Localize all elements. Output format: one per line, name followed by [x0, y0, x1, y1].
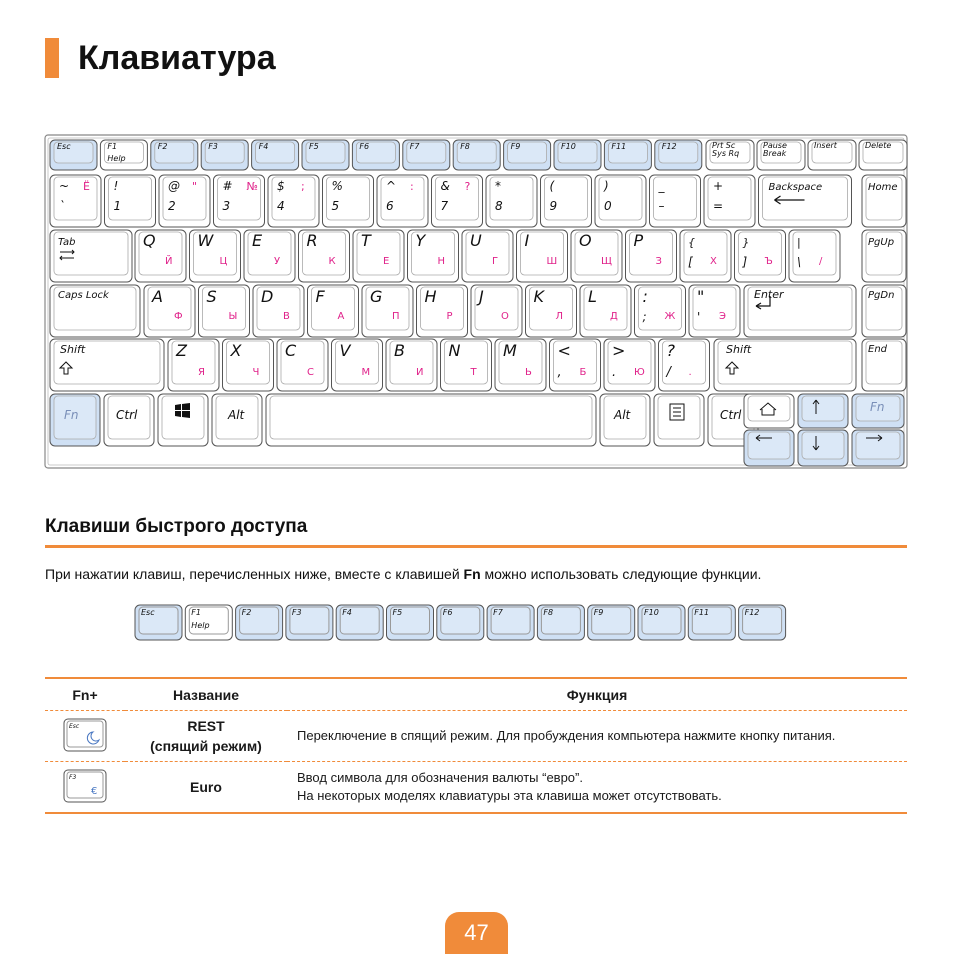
letter-key-Y: [408, 230, 459, 282]
ext-key-2: [808, 140, 856, 170]
row-name-sub: (спящий режим): [150, 738, 262, 754]
key-letter: S: [206, 287, 217, 306]
key-top-label: ): [604, 179, 609, 193]
svg-text:F3: F3: [69, 773, 77, 781]
key-cyrillic-label: И: [416, 367, 424, 378]
key-cyrillic-label: С: [307, 367, 314, 378]
f3-key-icon: [63, 769, 107, 803]
key-top-label: (: [549, 179, 555, 193]
key-cyrillic-label: ?: [464, 180, 471, 193]
key-letter: U: [470, 231, 482, 250]
key-bottom-label: 2: [168, 199, 176, 213]
key-cyrillic-label: Д: [610, 311, 618, 322]
key-letter: E: [252, 231, 263, 250]
letter-key-?: [659, 339, 710, 391]
ctrl-label: Ctrl: [720, 408, 742, 422]
backspace-label: Backspace: [768, 182, 823, 193]
key-top-label: ^: [386, 179, 397, 193]
fkey-label: F3: [208, 142, 218, 151]
fkey-label: F11: [694, 608, 710, 617]
key-cyrillic-label: Л: [555, 311, 564, 322]
row-function-note: На некоторых моделях клавиатуры эта клавиша может отсутствовать.: [297, 788, 722, 803]
key-cyrillic-label: Ъ: [764, 256, 773, 267]
fkey-label: F6: [359, 142, 370, 151]
letter-key-Z: [168, 339, 219, 391]
number-key: [650, 175, 701, 227]
key-cyrillic-label: Я: [198, 367, 205, 378]
number-key: [595, 175, 646, 227]
key-bottom-label: 8: [495, 199, 503, 213]
fkey-label: F8: [460, 142, 470, 151]
key-cyrillic-label: :: [410, 180, 414, 193]
letter-key-R: [299, 230, 350, 282]
alt-label: Alt: [614, 408, 631, 422]
col-header-function: Функция: [566, 686, 628, 703]
letter-key-I: [517, 230, 568, 282]
key-letter-alt: ;: [642, 310, 647, 324]
fkey-f6: [437, 605, 484, 640]
letter-key-X: [223, 339, 274, 391]
ctrl-key-left: [104, 394, 154, 446]
fkey-label: F5: [309, 142, 319, 151]
fkey-sublabel: Help: [107, 154, 126, 163]
intro-text: При нажатии клавиш, перечисленных ниже, вместе с клавишей Fn можно использовать следующие функции.: [45, 566, 762, 582]
ext-key-3: [859, 140, 907, 170]
up-arrow-key: [798, 394, 848, 428]
number-key: [105, 175, 156, 227]
row-function: Переключение в спящий режим. Для пробуждения компьютера нажмите кнопку питания.: [297, 728, 836, 743]
key-letter: I: [524, 231, 530, 250]
pgup-label: PgUp: [868, 237, 895, 248]
key-bottom-label: 5: [331, 199, 340, 213]
fkey-f4: [336, 605, 383, 640]
key-bottom-label: =: [713, 199, 724, 213]
fkey-f7: [487, 605, 534, 640]
alt-key-right: [600, 394, 650, 446]
svg-text:€: €: [91, 785, 98, 797]
down-arrow-key: [798, 430, 848, 466]
letter-key-|: [789, 230, 840, 282]
alt-label: Alt: [228, 408, 245, 422]
key-letter: >: [612, 341, 626, 360]
fkey-f1: [100, 140, 147, 170]
letter-key-S: [199, 285, 250, 337]
key-cyrillic-label: Ч: [252, 367, 260, 378]
key-letter-alt: [: [688, 255, 693, 269]
letter-key-N: [441, 339, 492, 391]
key-cyrillic-label: Щ: [601, 256, 612, 267]
key-letter: <: [557, 341, 571, 360]
key-cyrillic-label: О: [501, 311, 509, 322]
ext-key-1: [757, 140, 805, 170]
shift-label: Shift: [60, 343, 86, 356]
key-cyrillic-label: Ы: [228, 311, 238, 322]
letter-key-Q: [135, 230, 186, 282]
letter-key-<: [550, 339, 601, 391]
fkey-f8: [453, 140, 500, 170]
key-cyrillic-label: Ф: [174, 311, 183, 322]
letter-key-H: [417, 285, 468, 337]
menu-key: [654, 394, 704, 446]
key-cyrillic-label: П: [392, 311, 400, 322]
key-top-label: ~: [59, 179, 70, 193]
letter-key-M: [495, 339, 546, 391]
key-bottom-label: `: [59, 199, 65, 213]
section-heading: Клавиши быстрого доступа: [45, 516, 308, 537]
letter-key-G: [362, 285, 413, 337]
letter-key-U: [462, 230, 513, 282]
key-letter: Z: [176, 341, 187, 360]
key-top-label: &: [440, 179, 450, 193]
letter-key-{: [680, 230, 731, 282]
key-cyrillic-label: /: [819, 256, 823, 267]
letter-key-P: [626, 230, 677, 282]
letter-key-B: [386, 339, 437, 391]
key-cyrillic-label: Й: [165, 256, 173, 267]
fkey-f8: [537, 605, 584, 640]
fkey-esc: [135, 605, 182, 640]
letter-key-T: [353, 230, 404, 282]
key-top-label: $: [277, 179, 285, 193]
key-cyrillic-label: З: [655, 256, 662, 267]
key-letter: D: [261, 287, 274, 306]
key-letter: X: [230, 341, 242, 360]
caps-lock-key: [50, 285, 140, 337]
key-cyrillic-label: К: [328, 256, 336, 267]
key-letter-alt: ,: [557, 365, 562, 380]
key-cyrillic-label: Э: [719, 311, 726, 322]
fkey-f2: [151, 140, 198, 170]
key-cyrillic-label: Т: [470, 367, 477, 378]
key-cyrillic-label: Х: [710, 256, 717, 267]
key-letter: }: [742, 236, 750, 249]
fkey-f12: [655, 140, 702, 170]
fkey-f11: [604, 140, 651, 170]
alt-key-left: [212, 394, 262, 446]
ext-key-sublabel: Sys Rq: [712, 149, 740, 158]
key-cyrillic-label: Г: [492, 256, 499, 267]
fkey-f3: [201, 140, 248, 170]
key-cyrillic-label: .: [688, 367, 692, 378]
enter-key: [744, 285, 856, 337]
table-row: [45, 762, 907, 814]
tab-key: [50, 230, 132, 282]
number-key: [486, 175, 537, 227]
key-cyrillic-label: Ш: [546, 256, 558, 267]
row-name: REST: [187, 718, 225, 734]
fkey-label: F4: [258, 142, 269, 151]
key-bottom-label: –: [658, 199, 665, 213]
col-header-fn: Fn+: [72, 686, 98, 703]
fkey-label: F10: [561, 142, 576, 151]
key-cyrillic-label: ": [192, 180, 198, 193]
number-key: [50, 175, 101, 227]
key-cyrillic-label: Ё: [83, 180, 90, 193]
letter-key-A: [144, 285, 195, 337]
letter-key-}: [735, 230, 786, 282]
number-key: [704, 175, 755, 227]
key-letter: R: [306, 231, 318, 250]
letter-key-W: [190, 230, 241, 282]
key-letter: F: [315, 287, 325, 306]
fkey-label: F2: [241, 608, 252, 617]
key-letter: M: [503, 341, 517, 360]
title-accent-bar: [45, 38, 59, 78]
right-shift-key: [714, 339, 856, 391]
key-letter: ?: [666, 341, 675, 360]
letter-key-": [689, 285, 740, 337]
fkey-label: Esc: [141, 608, 155, 617]
left-arrow-key: [744, 430, 794, 466]
end-label: End: [868, 344, 888, 355]
section-rule: [45, 545, 907, 548]
fkey-f1: [185, 605, 232, 640]
key-cyrillic-label: А: [337, 311, 345, 322]
letter-key-J: [471, 285, 522, 337]
key-cyrillic-label: У: [274, 256, 281, 267]
key-bottom-label: 1: [113, 199, 122, 213]
key-letter: A: [152, 287, 163, 306]
fkey-f5: [387, 605, 434, 640]
key-cyrillic-label: №: [246, 180, 258, 193]
fn-label: Fn: [870, 400, 885, 414]
key-letter-alt: ': [697, 310, 701, 324]
ext-key-label: Delete: [865, 141, 892, 150]
key-bottom-label: 0: [604, 199, 612, 213]
key-letter-alt: ]: [742, 255, 748, 269]
fkey-label: F5: [392, 608, 403, 617]
key-bottom-label: 7: [440, 199, 449, 213]
number-key: [268, 175, 319, 227]
number-key: [377, 175, 428, 227]
col-header-name: Название: [172, 686, 240, 703]
home-label: Home: [868, 182, 898, 193]
key-cyrillic-label: Ц: [219, 256, 228, 267]
key-cyrillic-label: Ю: [634, 367, 645, 378]
ext-key-label: Prt Sc: [712, 141, 736, 150]
key-letter: :: [642, 287, 648, 306]
row-name: Euro: [190, 779, 222, 795]
letter-key-F: [308, 285, 359, 337]
fkey-f11: [688, 605, 735, 640]
pgup-key: [862, 230, 906, 282]
fkey-label: F12: [744, 608, 760, 617]
keyboard-diagram: [44, 134, 910, 470]
key-cyrillic-label: М: [361, 367, 371, 378]
fn-key-left: [50, 394, 100, 446]
key-top-label: *: [495, 179, 501, 193]
number-key: [159, 175, 210, 227]
letter-key-L: [580, 285, 631, 337]
number-key: [541, 175, 592, 227]
fkey-sublabel: Help: [191, 621, 210, 630]
esc-key-icon: [63, 718, 107, 752]
fkey-f9: [504, 140, 551, 170]
fn-key-right: [852, 394, 904, 428]
svg-text:Esc: Esc: [69, 722, 80, 730]
key-letter: O: [579, 231, 592, 250]
letter-key-D: [253, 285, 304, 337]
letter-key-E: [244, 230, 295, 282]
key-cyrillic-label: Е: [383, 256, 390, 267]
ext-key-0: [706, 140, 754, 170]
fkey-label: F11: [611, 142, 627, 151]
fn-label: Fn: [64, 408, 79, 422]
hotkey-table: [45, 677, 907, 814]
fkey-label: F2: [157, 142, 168, 151]
pgdn-label: PgDn: [868, 290, 895, 301]
key-top-label: @: [168, 179, 180, 193]
fkey-f5: [302, 140, 349, 170]
letter-key-:: [635, 285, 686, 337]
key-letter: P: [633, 231, 644, 250]
key-letter: Q: [143, 231, 156, 250]
key-letter: B: [394, 341, 405, 360]
pgdn-key: [862, 285, 906, 337]
fkey-f2: [236, 605, 283, 640]
key-letter: K: [533, 287, 544, 306]
key-letter: |: [797, 236, 801, 249]
key-letter: L: [588, 287, 597, 306]
page-number: 47: [464, 920, 489, 945]
key-letter-alt: \: [797, 255, 802, 269]
key-bottom-label: 4: [277, 199, 285, 213]
key-cyrillic-label: Б: [579, 367, 587, 378]
key-top-label: #: [222, 179, 233, 193]
backspace-key: [759, 175, 852, 227]
key-bottom-label: 9: [549, 199, 558, 213]
key-letter: T: [361, 231, 371, 250]
key-top-label: +: [713, 179, 724, 193]
space-key: [266, 394, 596, 446]
fkey-label: F3: [291, 608, 302, 617]
key-top-label: !: [113, 179, 119, 193]
letter-key-K: [526, 285, 577, 337]
letter-key-O: [571, 230, 622, 282]
fkey-f4: [252, 140, 299, 170]
key-letter: H: [424, 287, 437, 306]
fkey-f12: [739, 605, 786, 640]
right-arrow-key: [852, 430, 904, 466]
function-key-row: [134, 604, 790, 642]
number-key: [432, 175, 483, 227]
shift-label: Shift: [726, 343, 752, 356]
fkey-label: Esc: [57, 142, 71, 151]
table-row: [45, 711, 907, 762]
fkey-label: F1: [107, 142, 118, 151]
left-shift-key: [50, 339, 164, 391]
ext-key-sublabel: Break: [763, 149, 787, 158]
fkey-f6: [352, 140, 399, 170]
fkey-label: F9: [510, 142, 521, 151]
key-letter: N: [448, 341, 461, 360]
key-letter: G: [370, 287, 383, 306]
key-cyrillic-label: Ь: [525, 367, 532, 378]
end-key: [862, 339, 906, 391]
key-letter: W: [197, 231, 214, 250]
fkey-esc: [50, 140, 97, 170]
fkey-label: F9: [593, 608, 604, 617]
home-icon-key: [744, 394, 794, 428]
number-key: [323, 175, 374, 227]
fkey-f3: [286, 605, 333, 640]
row-function: Ввод символа для обозначения валюты “евро”.: [297, 770, 583, 785]
caps-lock-label: Caps Lock: [58, 290, 109, 301]
key-letter: {: [688, 236, 695, 249]
fkey-label: F4: [342, 608, 352, 617]
ctrl-label: Ctrl: [116, 408, 138, 422]
home-key: [862, 175, 906, 227]
fkey-label: F6: [442, 608, 453, 617]
key-letter: Y: [415, 231, 426, 250]
fkey-label: F7: [409, 142, 420, 151]
letter-key-C: [277, 339, 328, 391]
key-letter-alt: .: [612, 365, 617, 380]
key-bottom-label: 3: [222, 199, 231, 213]
key-cyrillic-label: В: [283, 311, 290, 322]
key-letter: J: [479, 287, 484, 306]
ext-key-label: Insert: [814, 141, 837, 150]
letter-key-V: [332, 339, 383, 391]
tab-label: Tab: [58, 237, 76, 248]
windows-key: [158, 394, 208, 446]
key-cyrillic-label: Ж: [664, 311, 676, 322]
key-letter: C: [285, 341, 297, 360]
key-top-label: %: [331, 179, 343, 193]
key-top-label: _: [658, 179, 665, 193]
fkey-label: F12: [661, 142, 677, 151]
fkey-label: F1: [191, 608, 202, 617]
enter-label: Enter: [754, 288, 784, 301]
fkey-f10: [554, 140, 601, 170]
key-cyrillic-label: Н: [437, 256, 446, 267]
ext-key-label: Pause: [763, 141, 787, 150]
fkey-label: F10: [644, 608, 659, 617]
fkey-label: F8: [543, 608, 554, 617]
key-cyrillic-label: ;: [301, 180, 305, 193]
key-letter: V: [339, 341, 351, 360]
key-letter-alt: /: [666, 365, 671, 380]
letter-key->: [604, 339, 655, 391]
fkey-f9: [588, 605, 635, 640]
key-cyrillic-label: Р: [446, 311, 453, 322]
page-title: Клавиатура: [78, 39, 276, 77]
fkey-f10: [638, 605, 685, 640]
number-key: [214, 175, 265, 227]
key-bottom-label: 6: [386, 199, 394, 213]
fkey-f7: [403, 140, 450, 170]
fkey-label: F7: [493, 608, 503, 617]
key-letter: ": [697, 287, 705, 306]
